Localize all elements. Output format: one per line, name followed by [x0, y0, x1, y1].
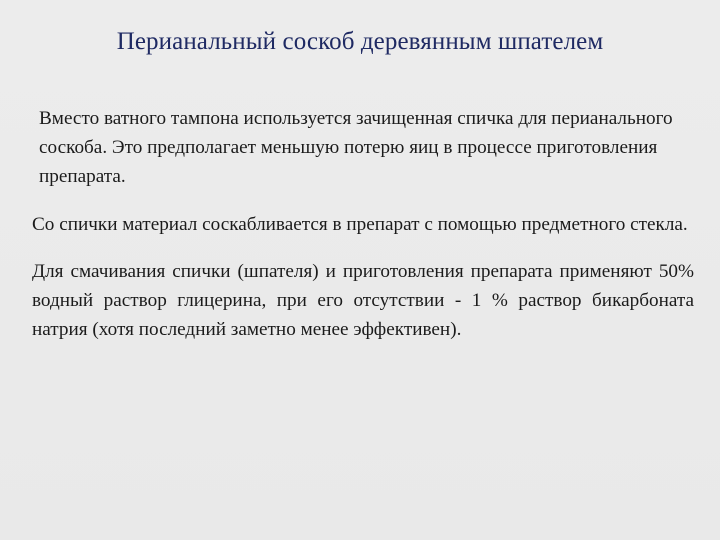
paragraph-wetting-solution: Для смачивания спички (шпателя) и приготовления препарата применяют 50% водный раствор глицерина, при его отсутствии - 1 % раствор бикарбоната натрия (хотя последний заметно менее эффективен). [32, 261, 694, 340]
paragraph-scraping: Со спички материал соскабливается в препарат с помощью предметного стекла. [32, 214, 688, 235]
paragraph-swab-method: Вместо ватного тампона используется зачищенная спичка для перианального соскоба. Это предполагает меньшую потерю яиц в процессе приготовления препарата. [39, 108, 673, 187]
slide-body [32, 104, 694, 344]
slide-title: Перианальный соскоб деревянным шпателем [116, 28, 604, 55]
